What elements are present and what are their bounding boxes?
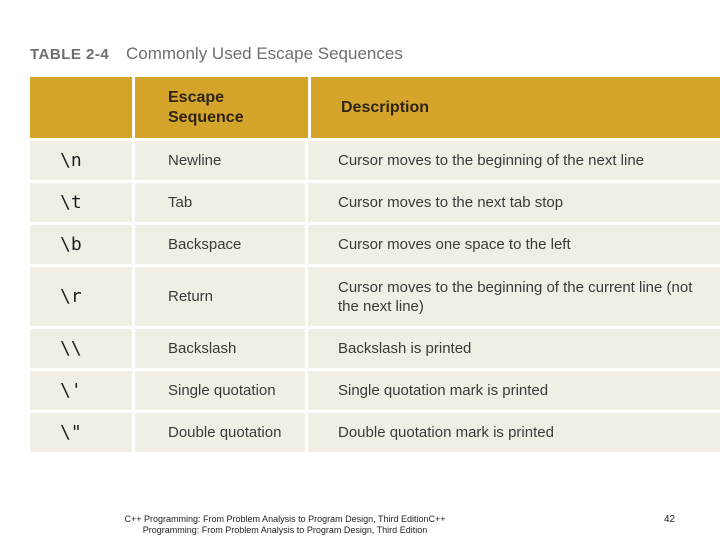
description-cell: Cursor moves one space to the left [338,236,571,253]
description-cell: Double quotation mark is printed [338,424,554,441]
escape-sequence-table [30,77,720,455]
header-blank-cell [30,77,135,138]
header-description: Description [341,98,430,116]
sequence-name-cell: Newline [135,141,308,180]
description-cell: Single quotation mark is printed [338,382,549,399]
sequence-name-cell: Return [135,267,308,326]
description-cell: Backslash is printed [338,340,472,357]
table-row [30,267,720,329]
table-row [30,225,720,267]
table-row [30,413,720,455]
table-row [30,329,720,371]
escape-sequence-cell: \t [30,183,135,222]
header-escape-sequence: Escape Sequence [168,88,244,126]
escape-sequence-cell: \r [30,267,135,326]
sequence-name-cell: Backspace [135,225,308,264]
footer-text: C++ Programming: From Problem Analysis to Program Design, Third EditionC++ Programming: From Problem Analysis to Program Design, Third Edition [124,514,446,535]
sequence-name-cell: Double quotation [135,413,308,452]
sequence-name-cell: Single quotation [135,371,308,410]
table-row [30,141,720,183]
description-cell: Cursor moves to the beginning of the next line [338,152,645,169]
table-header-row [30,77,720,141]
sequence-name-cell: Tab [135,183,308,222]
escape-sequence-cell: \b [30,225,135,264]
escape-sequence-cell: \" [30,413,135,452]
description-cell: Cursor moves to the beginning of the current line (not the next line) [338,278,693,315]
escape-sequence-cell: \\ [30,329,135,368]
escape-sequence-cell: \n [30,141,135,180]
sequence-name-cell: Backslash [135,329,308,368]
description-cell: Cursor moves to the next tab stop [338,194,564,211]
page-number: 42 [664,514,676,525]
escape-sequence-cell: \' [30,371,135,410]
table-row [30,371,720,413]
table-title: Commonly Used Escape Sequences [125,44,403,63]
table-number: TABLE 2-4 [30,46,110,63]
table-caption [30,44,403,64]
table-row [30,183,720,225]
